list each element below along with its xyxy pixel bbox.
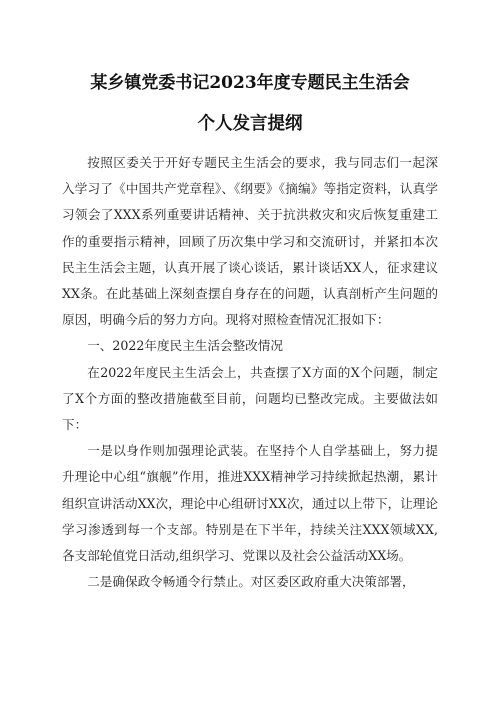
point-two-paragraph: 二是确保政令畅通令行禁止。对区委区政府重大决策部署， bbox=[87, 574, 415, 590]
document-subtitle: 个人发言提纲 bbox=[197, 114, 303, 134]
document-title: 某乡镇党委书记2023年度专题民主生活会 bbox=[90, 73, 410, 93]
document-body bbox=[62, 150, 438, 595]
point-one-paragraph: 一是以身作则加强理论武装。在坚持个人自学基础上，努力提升理论中心组“旗舰”作用，推进XXX精神学习持续掀起热潮，累计组织宣讲活动XX次，理论中心组研讨XX次，通过以上带下，让理论学习渗透到每一个支部。特别是在下半年，持续关注XXX领域XX,各支部轮值党日活动,组织学习、党课以及社会公益活动XX场。 bbox=[62, 443, 438, 564]
intro-paragraph: 按照区委关于开好专题民主生活会的要求，我与同志们一起深入学习了《中国共产党章程》、《纲要》《摘编》等指定资料，认真学习领会了XXX系列重要讲话精神、关于抗洪救灾和灾后恢复重建工作的重要指示精神，回顾了历次集中学习和交流研讨，并紧扣本次民主生活会主题，认真开展了谈心谈话，累计谈话XX人，征求建议XX条。在此基础上深刻查摆自身存在的问题，认真剖析产生问题的原因，明确今后的努力方向。现将对照检查情况汇报如下： bbox=[62, 155, 438, 328]
section-paragraph: 在2022年度民主生活会上，共查摆了X方面的X个问题，制定了X个方面的整改措施截至目前，问题均已整改完成。主要做法如下： bbox=[62, 364, 438, 433]
section-heading: 一、2022年度民主生活会整改情况 bbox=[87, 338, 283, 354]
